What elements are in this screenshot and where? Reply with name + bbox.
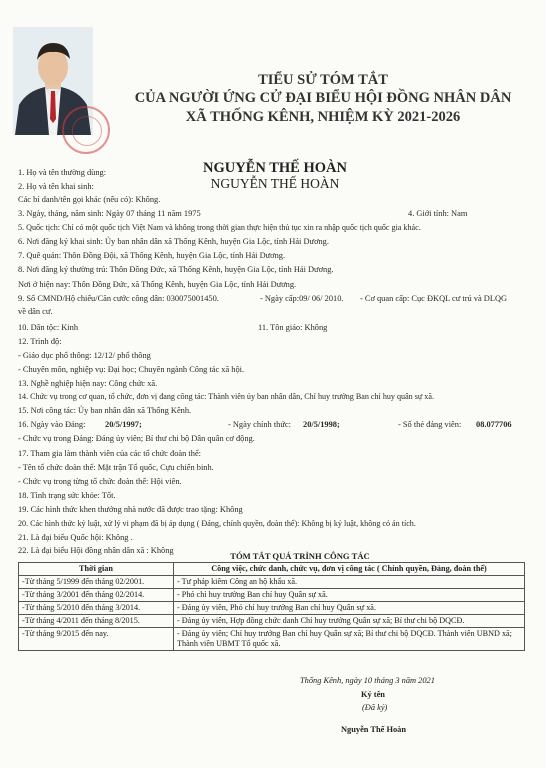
field-16d: - Chức vụ trong Đảng: Đảng ủy viên; Bí thư chi bộ Dân quân cơ động.: [18, 434, 255, 443]
row-time: -Từ tháng 9/2015 đến nay.: [19, 628, 174, 651]
column-header-description: Công việc, chức danh, chức vụ, đơn vị công tác ( Chính quyền, Đảng, đoàn thể): [174, 563, 525, 576]
field-13: 13. Nghề nghiệp hiện nay: Công chức xã.: [18, 379, 158, 388]
field-9: 9. Số CMND/Hộ chiếu/Căn cước công dân: 030075001450.: [18, 294, 219, 303]
field-8b: Nơi ở hiện nay: Thôn Đồng Đức, xã Thống Kênh, huyện Gia Lộc, tỉnh Hải Dương.: [18, 280, 297, 289]
row-time: -Từ tháng 3/2001 đến tháng 02/2014.: [19, 589, 174, 602]
field-20: 20. Các hình thức kỷ luật, xử lý vi phạm đã bị áp dụng ( Đảng, chính quyền, đoàn thể): Không bị kỷ luật, không có án tích.: [18, 519, 416, 528]
field-14: 14. Chức vụ trong cơ quan, tổ chức, đơn vị đang công tác: Thành viên ủy ban nhân dân, Chỉ huy trưởng Ban chỉ huy quân sự xã.: [18, 392, 434, 401]
signature-name: Nguyễn Thế Hoàn: [341, 725, 407, 734]
doc-subtitle: CỦA NGƯỜI ỨNG CỬ ĐẠI BIỂU HỘI ĐỒNG NHÂN DÂN: [134, 90, 512, 106]
field-18: 18. Tình trạng sức khỏe: Tốt.: [18, 491, 116, 500]
table-row: [19, 589, 525, 602]
field-17a: - Tên tổ chức đoàn thể: Mặt trận Tổ quốc, Cựu chiến binh.: [18, 463, 214, 472]
field-22: 22. Là đại biểu Hội đồng nhân dân xã : Không: [18, 546, 174, 555]
candidate-name-bold: NGUYỄN THẾ HOÀN: [203, 160, 347, 176]
field-9d: về dân cư.: [18, 307, 53, 316]
row-time: -Từ tháng 5/2010 đến tháng 3/2014.: [19, 602, 174, 615]
field-2: 2. Họ và tên khai sinh:: [18, 182, 94, 191]
field-16b: - Ngày chính thức:: [228, 420, 291, 429]
doc-term: XÃ THỐNG KÊNH, NHIỆM KỲ 2021-2026: [185, 109, 461, 125]
field-2b: Các bí danh/tên gọi khác (nếu có): Không.: [18, 195, 161, 204]
work-history-table: [18, 562, 525, 651]
field-21: 21. Là đại biểu Quốc hội: Không .: [18, 533, 133, 542]
row-time: -Từ tháng 4/2011 đến tháng 8/2015.: [19, 615, 174, 628]
row-description: - Phó chỉ huy trưởng Ban chỉ huy Quân sự xã.: [174, 589, 525, 602]
row-description: - Đảng ủy viên, Hợp đồng chức danh Chỉ huy trưởng Quân sự xã; Bí thư chi bộ DQCĐ.: [174, 615, 525, 628]
field-16c-value: 08.077706: [476, 420, 512, 429]
row-description: - Đảng ủy viên, Phó chỉ huy trưởng Ban chỉ huy Quân sự xã.: [174, 602, 525, 615]
signature-signed-note: (Đã ký): [362, 703, 388, 712]
field-7: 7. Quê quán: Thôn Đồng Đội, xã Thống Kênh, huyện Gia Lộc, tỉnh Hải Dương.: [18, 251, 286, 260]
field-3: 3. Ngày, tháng, năm sinh: Ngày 07 tháng 11 năm 1975: [18, 209, 201, 218]
table-row: [19, 615, 525, 628]
field-17b: - Chức vụ trong từng tổ chức đoàn thể: Hội viên.: [18, 477, 182, 486]
signature-place-date: Thống Kênh, ngày 10 tháng 3 năm 2021: [300, 676, 435, 685]
field-1: 1. Họ và tên thường dùng:: [18, 168, 107, 177]
field-6: 6. Nơi đăng ký khai sinh: Ủy ban nhân dân xã Thống Kênh, huyện Gia Lộc, tỉnh Hải Dương.: [18, 237, 329, 246]
field-5: 5. Quốc tịch: Chỉ có một quốc tịch Việt Nam và không trong thời gian thực hiện thủ tục xin ra nhập quốc tịch quốc gia khác.: [18, 223, 421, 232]
field-4: 4. Giới tính: Nam: [408, 209, 468, 218]
field-16-value: 20/5/1997;: [105, 420, 142, 429]
field-16: 16. Ngày vào Đảng:: [18, 420, 86, 429]
signature-label: Ký tên: [361, 690, 385, 699]
field-9b: - Ngày cấp:09/ 06/ 2010.: [260, 294, 344, 303]
field-11: 11. Tôn giáo: Không: [258, 323, 328, 332]
table-header-row: [19, 563, 525, 576]
field-12a: - Giáo dục phổ thông: 12/12/ phổ thông: [18, 351, 151, 360]
field-12b: - Chuyên môn, nghiệp vụ: Đại học; Chuyên ngành Công tác xã hội.: [18, 365, 245, 374]
history-caption: TÓM TẮT QUÁ TRÌNH CÔNG TÁC: [230, 551, 370, 561]
row-description: - Tư pháp kiêm Công an hộ khẩu xã.: [174, 576, 525, 589]
field-17: 17. Tham gia làm thành viên của các tổ chức đoàn thể:: [18, 449, 201, 458]
field-12: 12. Trình độ:: [18, 337, 62, 346]
column-header-time: Thời gian: [19, 563, 174, 576]
field-9c: - Cơ quan cấp: Cục ĐKQL cư trú và DLQG: [360, 294, 508, 303]
candidate-name: NGUYỄN THẾ HOÀN: [210, 176, 340, 191]
table-row: [19, 576, 525, 589]
field-16b-value: 20/5/1998;: [303, 420, 340, 429]
table-row: [19, 602, 525, 615]
field-16c: - Số thẻ đảng viên:: [398, 420, 462, 429]
table-row: [19, 628, 525, 651]
row-description: - Đảng ủy viên; Chỉ huy trưởng Ban chỉ huy Quân sự xã; Bí thư chi bộ DQCĐ. Thành viên UBND xã; Thành viên UBMT Tổ quốc xã.: [174, 628, 525, 651]
field-8: 8. Nơi đăng ký thường trú: Thôn Đồng Đức, xã Thống Kênh, huyện Gia Lộc, tỉnh Hải Dương.: [18, 265, 334, 274]
field-15: 15. Nơi công tác: Ủy ban nhân dân xã Thống Kênh.: [18, 406, 192, 415]
row-time: -Từ tháng 5/1999 đến tháng 02/2001.: [19, 576, 174, 589]
field-10: 10. Dân tộc: Kinh: [18, 323, 79, 332]
field-19: 19. Các hình thức khen thưởng nhà nước đã được trao tặng: Không: [18, 505, 243, 514]
doc-title: TIỂU SỬ TÓM TẮT: [258, 72, 388, 88]
